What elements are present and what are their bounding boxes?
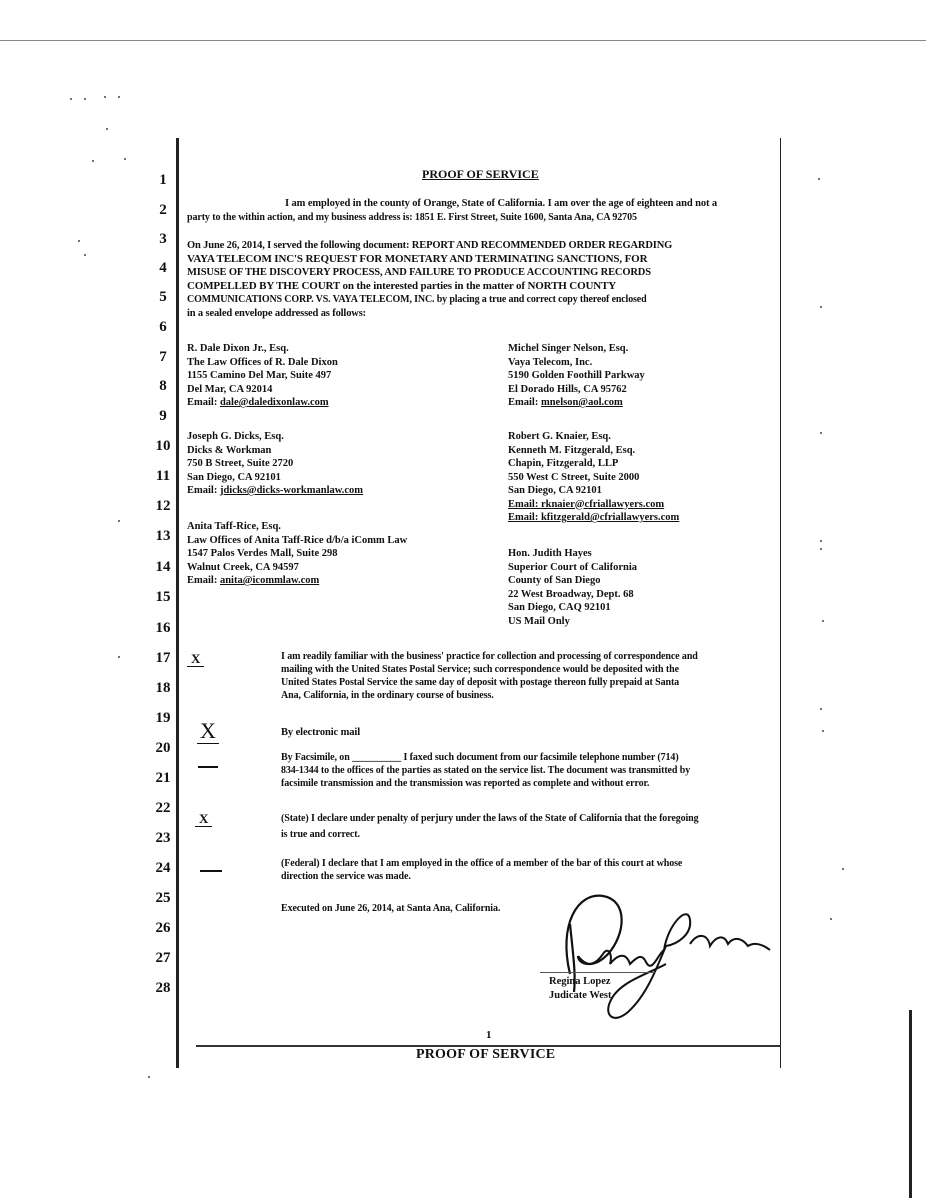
line-number: 26: [155, 920, 171, 936]
line-number: 17: [155, 650, 171, 666]
served-line: MISUSE OF THE DISCOVERY PROCESS, AND FAILURE TO PRODUCE ACCOUNTING RECORDS: [187, 267, 651, 278]
email-label: Email:: [187, 575, 218, 586]
signature-scribble: [548, 884, 788, 1034]
address-line: San Diego, CA 92101: [508, 485, 602, 496]
line-number: 11: [155, 468, 171, 484]
mail-checkmark: X: [187, 651, 204, 667]
line-number: 14: [155, 559, 171, 575]
address-line: 5190 Golden Foothill Parkway: [508, 370, 645, 381]
paragraph-line: (State) I declare under penalty of perjury under the laws of the State of California that the foregoing: [281, 813, 699, 824]
line-number: 20: [155, 740, 171, 756]
line-number: 22: [155, 800, 171, 816]
line-number: 25: [155, 890, 171, 906]
state-checkmark: X: [195, 811, 212, 827]
paragraph-line: facsimile transmission and the transmission was reported as complete and without error.: [281, 778, 650, 789]
signer-block: [549, 975, 612, 1002]
address-line: 22 West Broadway, Dept. 68: [508, 588, 634, 600]
address-block: [187, 430, 363, 498]
paragraph-line: 834-1344 to the offices of the parties as stated on the service list. The document was transmitted by: [281, 765, 691, 776]
right-edge-rule: [909, 1010, 912, 1198]
line-number: 3: [159, 231, 167, 247]
employment-line-1: I am employed in the county of Orange, State of California. I am over the age of eighteen and not a: [285, 198, 718, 209]
address-line: County of San Diego: [508, 575, 601, 586]
served-line: COMMUNICATIONS CORP. VS. VAYA TELECOM, INC. by placing a true and correct copy thereof enclosed: [187, 294, 647, 305]
signer-organization: Judicate West: [549, 989, 612, 1001]
addressee-name: R. Dale Dixon Jr., Esq.: [187, 343, 289, 354]
address-line: 1155 Camino Del Mar, Suite 497: [187, 370, 332, 381]
address-line: Walnut Creek, CA 94597: [187, 561, 299, 573]
paragraph-line: By Facsimile, on __________ I faxed such document from our facsimile telephone number (714): [281, 752, 679, 763]
addressee-name: Robert G. Knaier, Esq.: [508, 431, 611, 442]
address-line: 1547 Palos Verdes Mall, Suite 298: [187, 548, 338, 559]
signer-name: Regina Lopez: [549, 976, 611, 987]
paragraph-line: direction the service was made.: [281, 871, 411, 882]
line-number: 27: [155, 950, 171, 966]
addressee-name: Anita Taff-Rice, Esq.: [187, 521, 281, 532]
paragraph-line: is true and correct.: [281, 829, 360, 840]
served-line: in a sealed envelope addressed as follows:: [187, 307, 367, 319]
execution-statement: Executed on June 26, 2014, at Santa Ana, California.: [281, 903, 501, 914]
email-link[interactable]: Email: rknaier@cfriallawyers.com: [508, 498, 665, 510]
addressee-name: Joseph G. Dicks, Esq.: [187, 431, 284, 442]
address-line: US Mail Only: [508, 615, 570, 627]
line-number: 13: [155, 528, 171, 544]
line-number: 1: [159, 172, 167, 188]
paragraph-line: (Federal) I declare that I am employed in the office of a member of the bar of this court at whose: [281, 858, 683, 869]
email-label: Email:: [187, 485, 218, 496]
line-number: 10: [155, 438, 171, 454]
line-number: 7: [159, 349, 167, 365]
state-paragraph: [281, 812, 781, 841]
line-number: 5: [159, 289, 167, 305]
address-line: San Diego, CA 92101: [187, 471, 281, 483]
federal-paragraph: [281, 857, 781, 883]
line-number: 15: [155, 589, 171, 605]
address-line: The Law Offices of R. Dale Dixon: [187, 356, 338, 368]
address-line: Vaya Telecom, Inc.: [508, 356, 593, 368]
address-line: 750 B Street, Suite 2720: [187, 458, 294, 469]
email-checkmark: X: [197, 718, 219, 744]
fax-paragraph: [281, 751, 781, 790]
paragraph-line: United States Postal Service the same day of deposit with postage thereon fully prepaid at Santa: [281, 677, 680, 688]
served-line: On June 26, 2014, I served the following document: REPORT AND RECOMMENDED ORDER REGARDING: [187, 240, 673, 251]
top-edge-rule: [0, 40, 926, 41]
line-number: 28: [155, 980, 171, 996]
line-number: 6: [159, 319, 167, 335]
address-line: Superior Court of California: [508, 561, 638, 573]
address-line: Chapin, Fitzgerald, LLP: [508, 458, 619, 469]
address-line: Kenneth M. Fitzgerald, Esq.: [508, 444, 636, 456]
address-line: Dicks & Workman: [187, 444, 272, 456]
served-line: VAYA TELECOM INC'S REQUEST FOR MONETARY AND TERMINATING SANCTIONS, FOR: [187, 252, 648, 265]
line-number: 12: [155, 498, 171, 514]
line-number: 24: [155, 860, 171, 876]
served-line: COMPELLED BY THE COURT on the interested parties in the matter of NORTH COUNTY: [187, 279, 617, 292]
email-link[interactable]: anita@icommlaw.com: [219, 575, 320, 586]
employment-line-2: party to the within action, and my business address is: 1851 E. First Street, Suite 1600, Santa Ana, CA 92705: [187, 212, 637, 223]
addressee-name: Michel Singer Nelson, Esq.: [508, 343, 629, 354]
line-number: 16: [155, 620, 171, 636]
address-block: [508, 430, 679, 525]
footer-title: PROOF OF SERVICE: [416, 1047, 556, 1062]
address-block: [187, 342, 338, 410]
email-link[interactable]: jdicks@dicks-workmanlaw.com: [219, 485, 364, 496]
line-number: 19: [155, 710, 171, 726]
paragraph-line: I am readily familiar with the business' practice for collection and processing of correspondence and: [281, 651, 698, 662]
paragraph-line: mailing with the United States Postal Service; such correspondence would be deposited with the: [281, 664, 679, 675]
page-title: PROOF OF SERVICE: [422, 167, 539, 181]
line-number: 8: [159, 378, 167, 394]
address-line: Del Mar, CA 92014: [187, 383, 273, 395]
fax-blank-mark: [198, 766, 218, 768]
address-line: San Diego, CAQ 92101: [508, 602, 611, 613]
line-number: 2: [159, 202, 167, 218]
address-block: [187, 520, 407, 588]
page-number: 1: [486, 1029, 492, 1041]
paragraph-line: Ana, California, in the ordinary course of business.: [281, 690, 494, 701]
email-method-text: By electronic mail: [281, 727, 361, 738]
address-line: Law Offices of Anita Taff-Rice d/b/a iComm Law: [187, 534, 408, 546]
address-block: [508, 342, 645, 410]
addressee-name: Hon. Judith Hayes: [508, 548, 592, 559]
line-number: 4: [159, 260, 167, 276]
federal-blank-mark: [200, 870, 222, 872]
line-number: 23: [155, 830, 171, 846]
line-number: 18: [155, 680, 171, 696]
mail-paragraph: [281, 650, 781, 702]
email-link[interactable]: dale@daledixonlaw.com: [219, 397, 329, 408]
line-number: 9: [159, 408, 167, 424]
address-line: El Dorado Hills, CA 95762: [508, 383, 627, 395]
served-paragraph: [187, 239, 779, 320]
email-label: Email:: [508, 397, 539, 408]
address-block: [508, 547, 637, 628]
email-label: Email:: [187, 397, 218, 408]
email-link[interactable]: mnelson@aol.com: [540, 397, 623, 408]
signature-line: [540, 972, 655, 973]
email-link[interactable]: Email: kfitzgerald@cfriallawyers.com: [508, 512, 680, 523]
address-line: 550 West C Street, Suite 2000: [508, 471, 640, 483]
line-number: 21: [155, 770, 171, 786]
